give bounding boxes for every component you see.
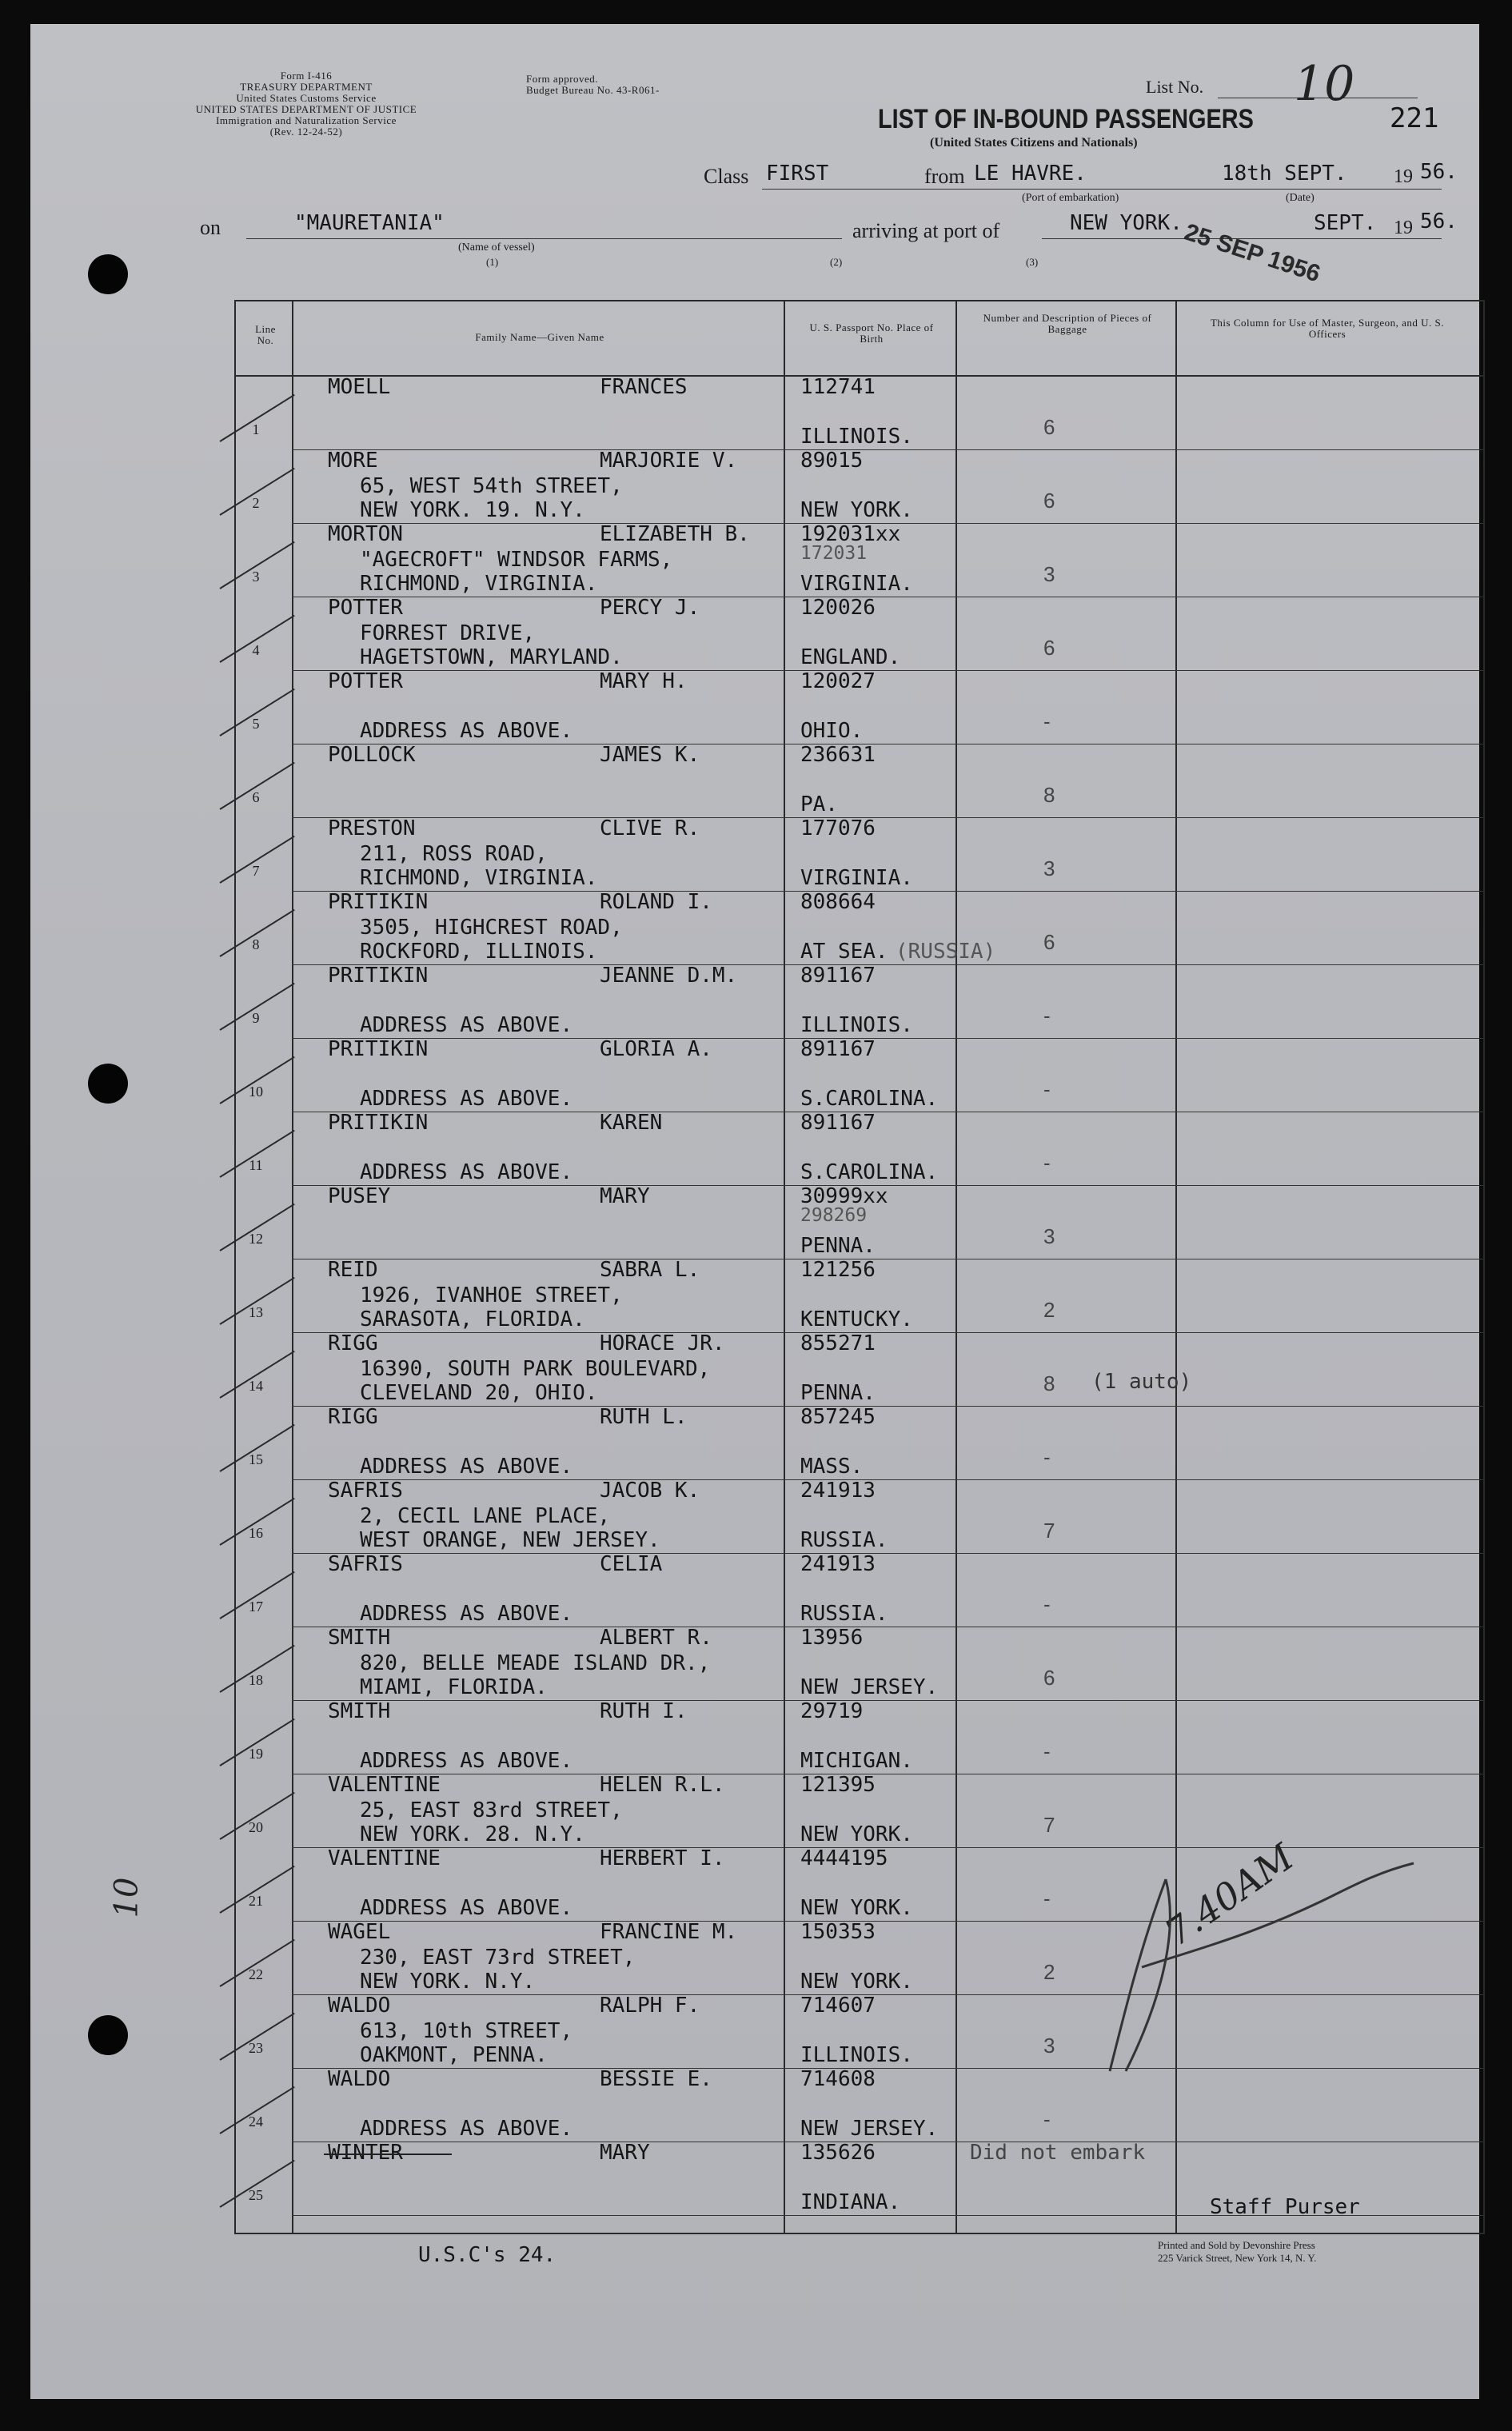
passport-number: 150353 (800, 1920, 876, 1944)
baggage-count: 6 (1043, 415, 1055, 439)
family-name: PRITIKIN (328, 964, 429, 988)
col-header-officers: This Column for Use of Master, Surgeon, and U. S. Officers (1210, 317, 1445, 340)
table-row (236, 597, 1483, 671)
address-line-1: 820, BELLE MEADE ISLAND DR., (360, 1651, 711, 1675)
arriving-label: arriving at port of (852, 219, 1000, 242)
line-number: 24 (249, 2114, 263, 2130)
table-row (236, 1333, 1483, 1407)
line-number: 20 (249, 1819, 263, 1835)
given-name: MARY H. (600, 669, 688, 693)
given-name: JACOB K. (600, 1479, 700, 1503)
baggage-count: - (1043, 1004, 1051, 1028)
family-name: REID (328, 1258, 378, 1282)
table-row (236, 1039, 1483, 1112)
passport-number: 241913 (800, 1479, 876, 1503)
place-of-birth: NEW YORK. (800, 1896, 913, 1920)
inspector-signature (1094, 1847, 1438, 2087)
class-label: Class (704, 165, 749, 188)
given-name: MARY (600, 1184, 650, 1208)
line-number: 2 (252, 495, 260, 511)
address-line-1: 2, CECIL LANE PLACE, (360, 1504, 611, 1528)
table-row (236, 1627, 1483, 1701)
place-of-birth: ILLINOIS. (800, 425, 913, 449)
passport-number: 241913 (800, 1552, 876, 1576)
passport-number: 891167 (800, 1037, 876, 1061)
place-of-birth: ILLINOIS. (800, 1013, 913, 1037)
given-name: ROLAND I. (600, 890, 712, 914)
arrival-year-suffix: 56. (1420, 210, 1458, 234)
passport-number: 192031xx (800, 522, 901, 546)
place-of-birth: PENNA. (800, 1381, 876, 1405)
place-of-birth: VIRGINIA. (800, 866, 913, 890)
line-number: 19 (249, 1746, 263, 1762)
line-number: 8 (252, 936, 260, 952)
form-approved: Form approved. (526, 73, 599, 85)
place-of-birth: INDIANA. (800, 2190, 901, 2214)
vessel-caption: (Name of vessel) (458, 242, 535, 253)
passport-col-no-top: (2) (830, 256, 843, 268)
place-of-birth: PENNA. (800, 1234, 876, 1258)
address-line-1: 1926, IVANHOE STREET, (360, 1283, 623, 1307)
address-line-2: ADDRESS AS ABOVE. (360, 1896, 573, 1920)
address-line-2: ADDRESS AS ABOVE. (360, 2117, 573, 2141)
table-row (236, 1112, 1483, 1186)
vessel-name: "MAURETANIA" (294, 211, 445, 235)
family-name: MORE (328, 449, 378, 473)
arrival-port: NEW YORK. (1070, 211, 1183, 235)
given-name: JAMES K. (600, 743, 700, 767)
address-line-2: ADDRESS AS ABOVE. (360, 1160, 573, 1184)
family-name: POLLOCK (328, 743, 416, 767)
table-row (236, 1480, 1483, 1554)
justice-dept: UNITED STATES DEPARTMENT OF JUSTICE (195, 103, 417, 115)
printer-line-2: 225 Varick Street, New York 14, N. Y. (1158, 2252, 1317, 2264)
place-of-birth: ILLINOIS. (800, 2043, 913, 2067)
given-name: KAREN (600, 1111, 663, 1135)
place-of-birth: NEW YORK. (800, 1970, 913, 1994)
address-line-2: WEST ORANGE, NEW JERSEY. (360, 1528, 660, 1552)
form-number: Form I-416 (280, 70, 333, 82)
baggage-count: 8 (1043, 1371, 1055, 1395)
strike-through (324, 2154, 452, 2155)
baggage-count: 2 (1043, 1960, 1055, 1984)
place-of-birth: NEW YORK. (800, 1822, 913, 1846)
table-row (236, 524, 1483, 597)
place-of-birth: S.CAROLINA. (800, 1087, 939, 1111)
address-line-1: 65, WEST 54th STREET, (360, 474, 623, 498)
table-row (236, 377, 1483, 450)
address-line-2: ROCKFORD, ILLINOIS. (360, 940, 598, 964)
family-name: POTTER (328, 596, 403, 620)
address-line-2: ADDRESS AS ABOVE. (360, 1749, 573, 1773)
line-number: 25 (249, 2187, 263, 2203)
table-row (236, 892, 1483, 965)
table-row (236, 1407, 1483, 1480)
line-number: 9 (252, 1010, 260, 1026)
family-name: SAFRIS (328, 1552, 403, 1576)
form-approved-block (526, 74, 734, 96)
passport-number: 857245 (800, 1405, 876, 1429)
passport-number: 891167 (800, 1111, 876, 1135)
given-name: JEANNE D.M. (600, 964, 738, 988)
family-name: WALDO (328, 1994, 391, 2018)
baggage-count: - (1043, 1077, 1051, 1101)
place-of-birth: MICHIGAN. (800, 1749, 913, 1773)
line-number: 4 (252, 642, 260, 658)
birth-note: (RUSSIA) (896, 940, 996, 964)
address-line-2: OAKMONT, PENNA. (360, 2043, 548, 2067)
address-line-1: 230, EAST 73rd STREET, (360, 1946, 636, 1970)
address-line-2: RICHMOND, VIRGINIA. (360, 572, 598, 596)
ins-service: Immigration and Naturalization Service (216, 114, 397, 126)
baggage-count: 3 (1043, 1224, 1055, 1248)
line-number: 12 (249, 1231, 263, 1247)
punch-hole-middle (88, 1064, 128, 1104)
place-of-birth: RUSSIA. (800, 1602, 888, 1626)
line-number: 5 (252, 716, 260, 732)
line-number: 6 (252, 789, 260, 805)
address-line-1: 211, ROSS ROAD, (360, 842, 548, 866)
passport-number: 714608 (800, 2067, 876, 2091)
passport-number: 236631 (800, 743, 876, 767)
arrival-year-prefix: 19 (1394, 218, 1413, 238)
address-line-1: FORREST DRIVE, (360, 621, 536, 645)
passport-number: 177076 (800, 816, 876, 840)
given-name: RALPH F. (600, 1994, 700, 2018)
passport-number: 121395 (800, 1773, 876, 1797)
table-row (236, 818, 1483, 892)
baggage-count: 2 (1043, 1298, 1055, 1322)
table-row (236, 1186, 1483, 1259)
vessel-underline (246, 238, 842, 239)
passport-number: 120027 (800, 669, 876, 693)
table-row (236, 744, 1483, 818)
family-name: SMITH (328, 1699, 391, 1723)
list-no-label: List No. (1146, 77, 1204, 97)
passport-number: 121256 (800, 1258, 876, 1282)
punch-hole-bottom (88, 2015, 128, 2055)
baggage-count: - (1043, 2107, 1051, 2131)
family-name: VALENTINE (328, 1846, 441, 1870)
address-line-2: NEW YORK. N.Y. (360, 1970, 536, 1994)
address-line-2: ADDRESS AS ABOVE. (360, 1455, 573, 1479)
baggage-count: 6 (1043, 930, 1055, 954)
family-name: PRITIKIN (328, 1037, 429, 1061)
line-number: 10 (249, 1084, 263, 1100)
baggage-count: - (1043, 1886, 1051, 1910)
side-mark: 10 (108, 1877, 146, 1918)
table-row (236, 450, 1483, 524)
family-name: RIGG (328, 1331, 378, 1355)
address-line-2: MIAMI, FLORIDA. (360, 1675, 548, 1699)
col-header-passport: U. S. Passport No. Place of Birth (809, 321, 934, 345)
passport-number: 135626 (800, 2141, 876, 2165)
place-of-birth: ENGLAND. (800, 645, 901, 669)
line-number: 17 (249, 1599, 263, 1615)
from-label: from (924, 165, 965, 188)
address-line-1: 3505, HIGHCREST ROAD, (360, 916, 623, 940)
address-line-1: 25, EAST 83rd STREET, (360, 1798, 623, 1822)
customs-service: United States Customs Service (236, 92, 377, 104)
arrival-date-stamp: 25 SEP 1956 (1181, 218, 1324, 288)
table-row (236, 671, 1483, 744)
line-number: 1 (252, 421, 260, 437)
col-header-line-no: Line No. (255, 323, 276, 346)
table-row (236, 965, 1483, 1039)
vessel-col-no: (1) (486, 256, 499, 268)
departure-year-suffix: 56. (1420, 160, 1458, 184)
given-name: FRANCES (600, 375, 688, 399)
place-of-birth: NEW JERSEY. (800, 1675, 939, 1699)
address-line-2: RICHMOND, VIRGINIA. (360, 866, 598, 890)
usc-count: U.S.C's 24. (418, 2243, 557, 2267)
place-of-birth: VIRGINIA. (800, 572, 913, 596)
passport-number: 855271 (800, 1331, 876, 1355)
given-name: CLIVE R. (600, 816, 700, 840)
given-name: HELEN R.L. (600, 1773, 725, 1797)
line-number: 13 (249, 1304, 263, 1320)
passport-number: 13956 (800, 1626, 864, 1650)
table-header (236, 301, 1483, 377)
baggage-count: 7 (1043, 1519, 1055, 1543)
printer-line-1: Printed and Sold by Devonshire Press (1158, 2239, 1315, 2251)
family-name: RIGG (328, 1405, 378, 1429)
col-header-baggage: Number and Description of Pieces of Baggage (983, 312, 1152, 335)
departure-date: 18th SEPT. (1222, 162, 1347, 186)
passport-number: 714607 (800, 1994, 876, 2018)
baggage-count: 6 (1043, 489, 1055, 513)
family-name: WINTER (328, 2141, 403, 2165)
passport-number: 29719 (800, 1699, 864, 1723)
form-agency-block (170, 70, 442, 138)
line-number: 7 (252, 863, 260, 879)
baggage-count: 6 (1043, 1666, 1055, 1690)
baggage-count: 3 (1043, 2034, 1055, 2058)
baggage-col-no-top: (3) (1026, 256, 1039, 268)
line-number: 21 (249, 1893, 263, 1909)
given-name: HORACE JR. (600, 1331, 725, 1355)
passport-number: 4444195 (800, 1846, 888, 1870)
class-value: FIRST (766, 162, 829, 186)
class-underline (762, 189, 1442, 190)
family-name: PRITIKIN (328, 890, 429, 914)
place-of-birth: PA. (800, 792, 838, 816)
given-name: RUTH L. (600, 1405, 688, 1429)
passport-number: 808664 (800, 890, 876, 914)
list-subtitle: (United States Citizens and Nationals) (930, 136, 1138, 150)
list-title: LIST OF IN-BOUND PASSENGERS (878, 104, 1254, 134)
place-of-birth: NEW YORK. (800, 498, 913, 522)
baggage-count: 6 (1043, 636, 1055, 660)
family-name: SAFRIS (328, 1479, 403, 1503)
given-name: ELIZABETH B. (600, 522, 750, 546)
family-name: POTTER (328, 669, 403, 693)
line-number: 11 (249, 1157, 263, 1173)
date-caption: (Date) (1286, 192, 1315, 204)
address-line-2: SARASOTA, FLORIDA. (360, 1307, 585, 1331)
punch-hole-top (88, 254, 128, 294)
page-number: 221 (1390, 102, 1439, 134)
departure-year-prefix: 19 (1394, 166, 1413, 187)
line-number: 16 (249, 1525, 263, 1541)
col-header-name: Family Name—Given Name (475, 331, 604, 343)
address-line-2: ADDRESS AS ABOVE. (360, 1602, 573, 1626)
address-line-2: ADDRESS AS ABOVE. (360, 1013, 573, 1037)
baggage-count: 3 (1043, 562, 1055, 586)
address-line-2: CLEVELAND 20, OHIO. (360, 1381, 598, 1405)
revision-date: (Rev. 12-24-52) (269, 126, 343, 138)
line-number: 3 (252, 569, 260, 585)
family-name: MORTON (328, 522, 403, 546)
place-of-birth: KENTUCKY. (800, 1307, 913, 1331)
address-line-2: ADDRESS AS ABOVE. (360, 1087, 573, 1111)
given-name: ALBERT R. (600, 1626, 712, 1650)
baggage-count: 3 (1043, 856, 1055, 880)
place-of-birth: NEW JERSEY. (800, 2117, 939, 2141)
given-name: MARJORIE V. (600, 449, 738, 473)
line-number: 15 (249, 1451, 263, 1467)
passport-number: 89015 (800, 449, 864, 473)
passport-number: 120026 (800, 596, 876, 620)
embark-caption: (Port of embarkation) (1022, 192, 1119, 204)
list-no-value: 10 (1294, 56, 1355, 112)
baggage-count: - (1043, 1445, 1051, 1469)
given-name: FRANCINE M. (600, 1920, 738, 1944)
place-of-birth: RUSSIA. (800, 1528, 888, 1552)
address-line-2: HAGETSTOWN, MARYLAND. (360, 645, 623, 669)
family-name: MOELL (328, 375, 391, 399)
line-number: 14 (249, 1378, 263, 1394)
baggage-count: - (1043, 1592, 1051, 1616)
treasury-dept: TREASURY DEPARTMENT (240, 81, 373, 93)
place-of-birth: AT SEA. (800, 940, 888, 964)
passport-number-corrected: 172031 (800, 543, 868, 564)
place-of-birth: MASS. (800, 1455, 864, 1479)
address-line-1: "AGECROFT" WINDSOR FARMS, (360, 548, 673, 572)
place-of-birth: OHIO. (800, 719, 864, 743)
budget-bureau: Budget Bureau No. 43-R061- (526, 84, 660, 96)
baggage-count: - (1043, 1739, 1051, 1763)
family-name: WAGEL (328, 1920, 391, 1944)
place-of-birth: S.CAROLINA. (800, 1160, 939, 1184)
given-name: RUTH I. (600, 1699, 688, 1723)
address-line-2: NEW YORK. 19. N.Y. (360, 498, 585, 522)
given-name: HERBERT I. (600, 1846, 725, 1870)
baggage-count: 8 (1043, 783, 1055, 807)
family-name: WALDO (328, 2067, 391, 2091)
family-name: SMITH (328, 1626, 391, 1650)
staff-purser: Staff Purser (1210, 2195, 1360, 2219)
on-label: on (200, 216, 221, 239)
line-number: 18 (249, 1672, 263, 1688)
line-number: 22 (249, 1966, 263, 1982)
family-name: VALENTINE (328, 1773, 441, 1797)
given-name: PERCY J. (600, 596, 700, 620)
baggage-note: (1 auto) (1091, 1370, 1192, 1394)
given-name: GLORIA A. (600, 1037, 712, 1061)
address-line-2: ADDRESS AS ABOVE. (360, 719, 573, 743)
given-name: BESSIE E. (600, 2067, 712, 2091)
table-row (236, 1701, 1483, 1774)
baggage-count: - (1043, 1151, 1051, 1175)
family-name: PRITIKIN (328, 1111, 429, 1135)
baggage-count: - (1043, 709, 1051, 733)
passport-number: 891167 (800, 964, 876, 988)
given-name: SABRA L. (600, 1258, 700, 1282)
manifest-page (30, 24, 1479, 2399)
address-line-1: 613, 10th STREET, (360, 2019, 573, 2043)
address-line-2: NEW YORK. 28. N.Y. (360, 1822, 585, 1846)
family-name: PRESTON (328, 816, 416, 840)
given-name: CELIA (600, 1552, 663, 1576)
passport-number: 112741 (800, 375, 876, 399)
passport-number: 30999xx (800, 1184, 888, 1208)
given-name: MARY (600, 2141, 650, 2165)
passport-number-corrected: 298269 (800, 1205, 868, 1226)
line-number: 23 (249, 2040, 263, 2056)
baggage-count: 7 (1043, 1813, 1055, 1837)
arrival-month: SEPT. (1314, 211, 1377, 235)
embark-note: Did not embark (970, 2141, 1146, 2165)
family-name: PUSEY (328, 1184, 391, 1208)
table-row (236, 1554, 1483, 1627)
inspector-time: 7.40AM (1157, 1834, 1302, 1954)
from-value: LE HAVRE. (974, 162, 1087, 186)
table-row (236, 1774, 1483, 1848)
address-line-1: 16390, SOUTH PARK BOULEVARD, (360, 1357, 711, 1381)
table-row (236, 1259, 1483, 1333)
